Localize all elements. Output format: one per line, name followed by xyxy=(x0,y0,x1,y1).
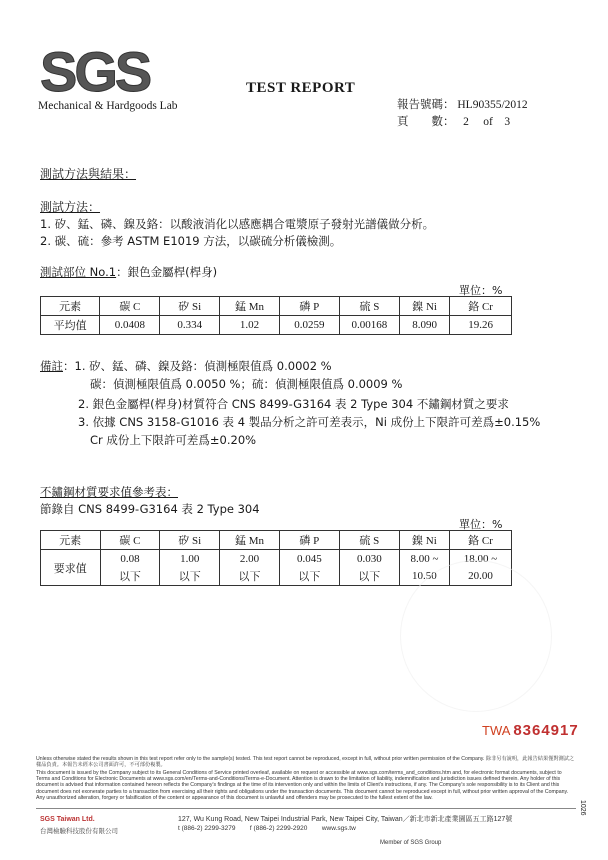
telephone: t (886-2) 2299-3279 xyxy=(178,825,236,832)
req-mn: 2.00 xyxy=(220,550,280,568)
th-p: 磷 P xyxy=(279,297,339,316)
sgs-company-cn: 台灣檢驗科技股份有限公司 xyxy=(40,827,118,835)
fax: f (886-2) 2299-2920 xyxy=(249,825,308,832)
unit-label-1: 單位：% xyxy=(459,284,503,297)
note-1a-text: ：1. 矽、錳、磷、鎳及鉻：偵測極限值爲 0.0002 % xyxy=(63,359,332,373)
td-cr: 19.26 xyxy=(450,316,512,335)
note-3b: Cr 成份上下限許可差爲±0.20% xyxy=(90,433,257,447)
sgs-logo: SGS xyxy=(40,40,150,103)
req-si-below: 以下 xyxy=(160,568,220,586)
rh-s: 硫 S xyxy=(339,531,399,550)
page-label: 頁 數： xyxy=(397,116,455,128)
rh-p: 磷 P xyxy=(279,531,339,550)
req-si: 1.00 xyxy=(160,550,220,568)
company-address: 127, Wu Kung Road, New Taipei Industrial Park, New Taipei City, Taiwan／新北市新北產業園區五工路127號 xyxy=(178,816,513,823)
notes-label: 備註 xyxy=(40,359,63,373)
req-p-below: 以下 xyxy=(279,568,339,586)
td-p: 0.0259 xyxy=(279,316,339,335)
req-c: 0.08 xyxy=(100,550,160,568)
th-s: 硫 S xyxy=(339,297,399,316)
results-value-row xyxy=(41,316,512,335)
footer-disclaimer-2: This document is issued by the Company subject to its General Conditions of Service printed overleaf, available on request or accessible at www.sgs.com/terms_and_conditions.htm and, for electronic format documents, subject to Terms and Conditions for Electronic Documents at www.sgs.com/en/Terms-and-Conditions/Terms-e-Document. Attention is drawn to the limitation of liability, indemnification and jurisdiction issues defined therein. Any holder of this document is advised that information contained hereon reflects the Company's findings at the time of its intervention only and within the limits of Client's instructions, if any. The Company's sole responsibility is to its Client and this document does not exonerate parties to a transaction from exercising all their rights and obligations under the transaction documents. This document cannot be reproduced except in full, without prior written approval of the Company. Any unauthorized alteration, forgery or falsification of the content or appearance of this document is unlawful and offenders may be prosecuted to the fullest extent of the law. xyxy=(36,770,569,801)
report-info xyxy=(397,97,528,131)
page-of: of xyxy=(483,116,493,128)
footer-divider xyxy=(36,808,576,809)
twa-prefix: TWA xyxy=(482,723,510,738)
side-code: 1026 xyxy=(579,800,586,816)
rh-ni: 鎳 Ni xyxy=(399,531,449,550)
faint-seal xyxy=(400,560,552,712)
website: www.sgs.tw xyxy=(321,825,356,832)
rh-c: 碳 C xyxy=(100,531,160,550)
rh-mn: 錳 Mn xyxy=(220,531,280,550)
report-title: TEST REPORT xyxy=(246,80,356,96)
footer-disclaimer-1: Unless otherwise stated the results shown in this test report refer only to the sample(s) tested. This test report cannot be reproduced, except in full, without prior written permission of the Company. 除非另有說明，此報告結果僅對測試之樣品負責。本報告未經本公司書面許可，不可部份複製。 xyxy=(36,756,575,769)
note-1a xyxy=(40,358,332,374)
reference-source: 節錄自 CNS 8499-G3164 表 2 Type 304 xyxy=(40,502,260,516)
th-element: 元素 xyxy=(41,297,100,316)
methods-subheading: 測試方法： xyxy=(40,200,101,214)
test-part-desc: ：銀色金屬桿(桿身) xyxy=(116,265,218,279)
note-2: 2. 銀色金屬桿(桿身)材質符合 CNS 8499-G3164 表 2 Type 304 不鏽鋼材質之要求 xyxy=(78,397,509,411)
req-ni-min: 8.00 ~ xyxy=(399,550,449,568)
req-s-below: 以下 xyxy=(339,568,399,586)
results-header-row xyxy=(41,297,512,316)
member-of-sgs: Member of SGS Group xyxy=(380,840,442,846)
req-ni-max: 10.50 xyxy=(399,568,449,586)
req-header-row xyxy=(41,531,512,550)
req-p: 0.045 xyxy=(279,550,339,568)
req-c-below: 以下 xyxy=(100,568,160,586)
td-c: 0.0408 xyxy=(100,316,160,335)
unit-label-2: 單位：% xyxy=(459,518,503,531)
req-cr-max: 20.00 xyxy=(450,568,512,586)
page-current: 2 xyxy=(463,116,469,128)
reference-heading: 不鏽鋼材質要求值參考表： xyxy=(40,485,178,499)
method-item-2: 2. 碳、硫：參考 ASTM E1019 方法，以碳硫分析儀檢測。 xyxy=(40,234,342,248)
req-top-row xyxy=(41,550,512,568)
company-contact xyxy=(178,825,356,832)
rh-cr: 鉻 Cr xyxy=(450,531,512,550)
sgs-taiwan: SGS Taiwan Ltd. xyxy=(40,816,95,823)
report-no-label: 報告號碼： xyxy=(397,99,455,111)
note-1b: 碳：偵測極限值爲 0.0050 %；硫：偵測極限值爲 0.0009 % xyxy=(90,377,403,391)
report-no: HL90355/2012 xyxy=(457,99,528,111)
req-s: 0.030 xyxy=(339,550,399,568)
methods-heading: 測試方法與結果： xyxy=(40,167,137,181)
th-ni: 鎳 Ni xyxy=(400,297,450,316)
test-part-label: 測試部位 No.1 xyxy=(40,265,117,279)
req-cr-min: 18.00 ~ xyxy=(450,550,512,568)
page-total: 3 xyxy=(504,116,511,128)
rh-si: 矽 Si xyxy=(160,531,220,550)
td-s: 0.00168 xyxy=(339,316,399,335)
th-c: 碳 C xyxy=(100,297,160,316)
th-cr: 鉻 Cr xyxy=(450,297,512,316)
lab-name: Mechanical & Hardgoods Lab xyxy=(38,100,178,112)
test-part xyxy=(40,264,217,280)
td-label: 平均值 xyxy=(41,316,100,335)
req-label: 要求值 xyxy=(41,550,101,586)
th-mn: 錳 Mn xyxy=(220,297,280,316)
rh-element: 元素 xyxy=(41,531,101,550)
td-ni: 8.090 xyxy=(400,316,450,335)
note-3a: 3. 依據 CNS 3158-G1016 表 4 製品分析之許可差表示，Ni 成份上下限許可差爲±0.15% xyxy=(78,415,541,429)
td-si: 0.334 xyxy=(160,316,220,335)
results-table xyxy=(40,296,512,335)
twa-number xyxy=(482,722,579,739)
th-si: 矽 Si xyxy=(160,297,220,316)
twa-digits: 8364917 xyxy=(513,722,579,739)
req-mn-below: 以下 xyxy=(220,568,280,586)
method-item-1: 1. 矽、錳、磷、鎳及鉻：以酸液消化以感應耦合電漿原子發射光譜儀做分析。 xyxy=(40,217,435,231)
td-mn: 1.02 xyxy=(220,316,280,335)
